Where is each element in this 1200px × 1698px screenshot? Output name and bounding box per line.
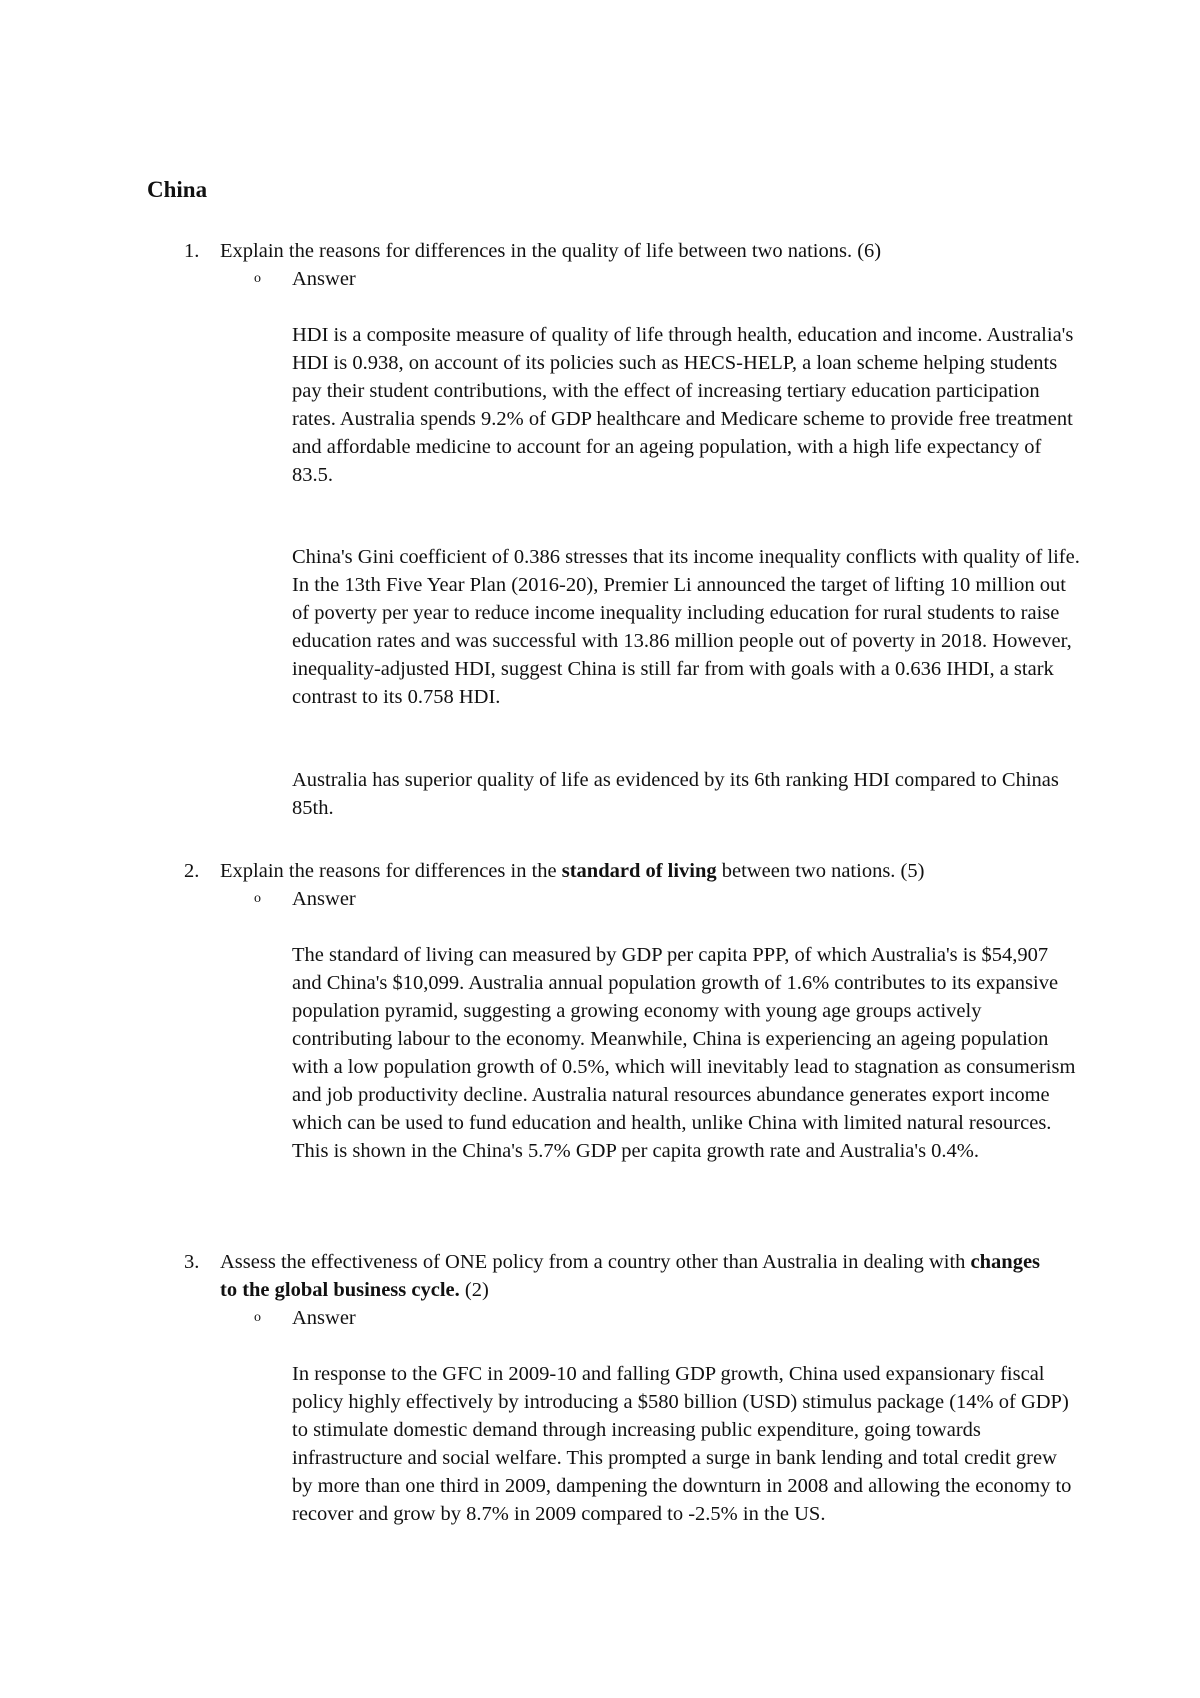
- question-number: 3.: [184, 1251, 200, 1273]
- question-text-bold: changes to the global business cycle.: [220, 1251, 1041, 1301]
- answer-paragraph: In response to the GFC in 2009-10 and falling GDP growth, China used expansionary fiscal policy highly effectively by introducing a $580 billion (USD) stimulus package (14% of GDP) to stimulate domestic demand through increasing public expenditure, going towards infrastructure and social welfare. This prompted a surge in bank lending and total credit grew by more than one third in 2009, dampening the downturn in 2008 and allowing the economy to recover and grow by 8.7% in 2009 compared to -2.5% in the US.: [292, 1363, 1072, 1525]
- question-text: [220, 237, 1060, 265]
- answer-paragraph: HDI is a composite measure of quality of life through health, education and income. Australia's HDI is 0.938, on account of its policies such as HECS-HELP, a loan scheme helping students pay their student contributions, with the effect of increasing tertiary education participation rates. Australia spends 9.2% of GDP healthcare and Medicare scheme to provide free treatment and affordable medicine to account for an ageing population, with a high life expectancy of 83.5.: [292, 324, 1074, 486]
- question-text-bold: standard of living: [561, 860, 717, 882]
- question-number: 1.: [184, 240, 200, 262]
- document-title: China: [147, 177, 208, 202]
- question-text-part: Explain the reasons for differences in the: [220, 860, 562, 882]
- question-number: 2.: [184, 860, 200, 882]
- question-text: [220, 1248, 1060, 1304]
- bullet-icon: o: [254, 1310, 261, 1325]
- answer-paragraph: The standard of living can measured by GDP per capita PPP, of which Australia's is $54,907 and China's $10,099. Australia annual population growth of 1.6% contributes to its expansive population pyramid, suggesting a growing economy with young age groups actively contributing labour to the economy. Meanwhile, China is experiencing an ageing population with a low population growth of 0.5%, which will inevitably lead to stagnation as consumerism and job productivity decline. Australia natural resources abundance generates export income which can be used to fund education and health, unlike China with limited natural resources. This is shown in the China's 5.7% GDP per capita growth rate and Australia's 0.4%.: [292, 944, 1076, 1162]
- bullet-icon: o: [254, 271, 261, 286]
- question-text-part: Assess the effectiveness of ONE policy from a country other than Australia in dealing with: [220, 1251, 971, 1273]
- bullet-icon: o: [254, 891, 261, 906]
- question-text-part: Explain the reasons for differences in the quality of life between two nations. (6): [220, 240, 882, 262]
- answer-label: Answer: [292, 1307, 356, 1329]
- answer-label: Answer: [292, 888, 356, 910]
- question-text-part: between two nations. (5): [716, 860, 925, 882]
- question-text-part: (2): [459, 1279, 489, 1301]
- question-text: [220, 857, 1060, 885]
- answer-label: Answer: [292, 268, 356, 290]
- answer-paragraph: Australia has superior quality of life as evidenced by its 6th ranking HDI compared to Chinas 85th.: [292, 769, 1059, 819]
- answer-paragraph: China's Gini coefficient of 0.386 stresses that its income inequality conflicts with quality of life. In the 13th Five Year Plan (2016-20), Premier Li announced the target of lifting 10 million out of poverty per year to reduce income inequality including education for rural students to raise education rates and was successful with 13.86 million people out of poverty in 2018. However, inequality-adjusted HDI, suggest China is still far from with goals with a 0.636 IHDI, a stark contrast to its 0.758 HDI.: [292, 546, 1080, 708]
